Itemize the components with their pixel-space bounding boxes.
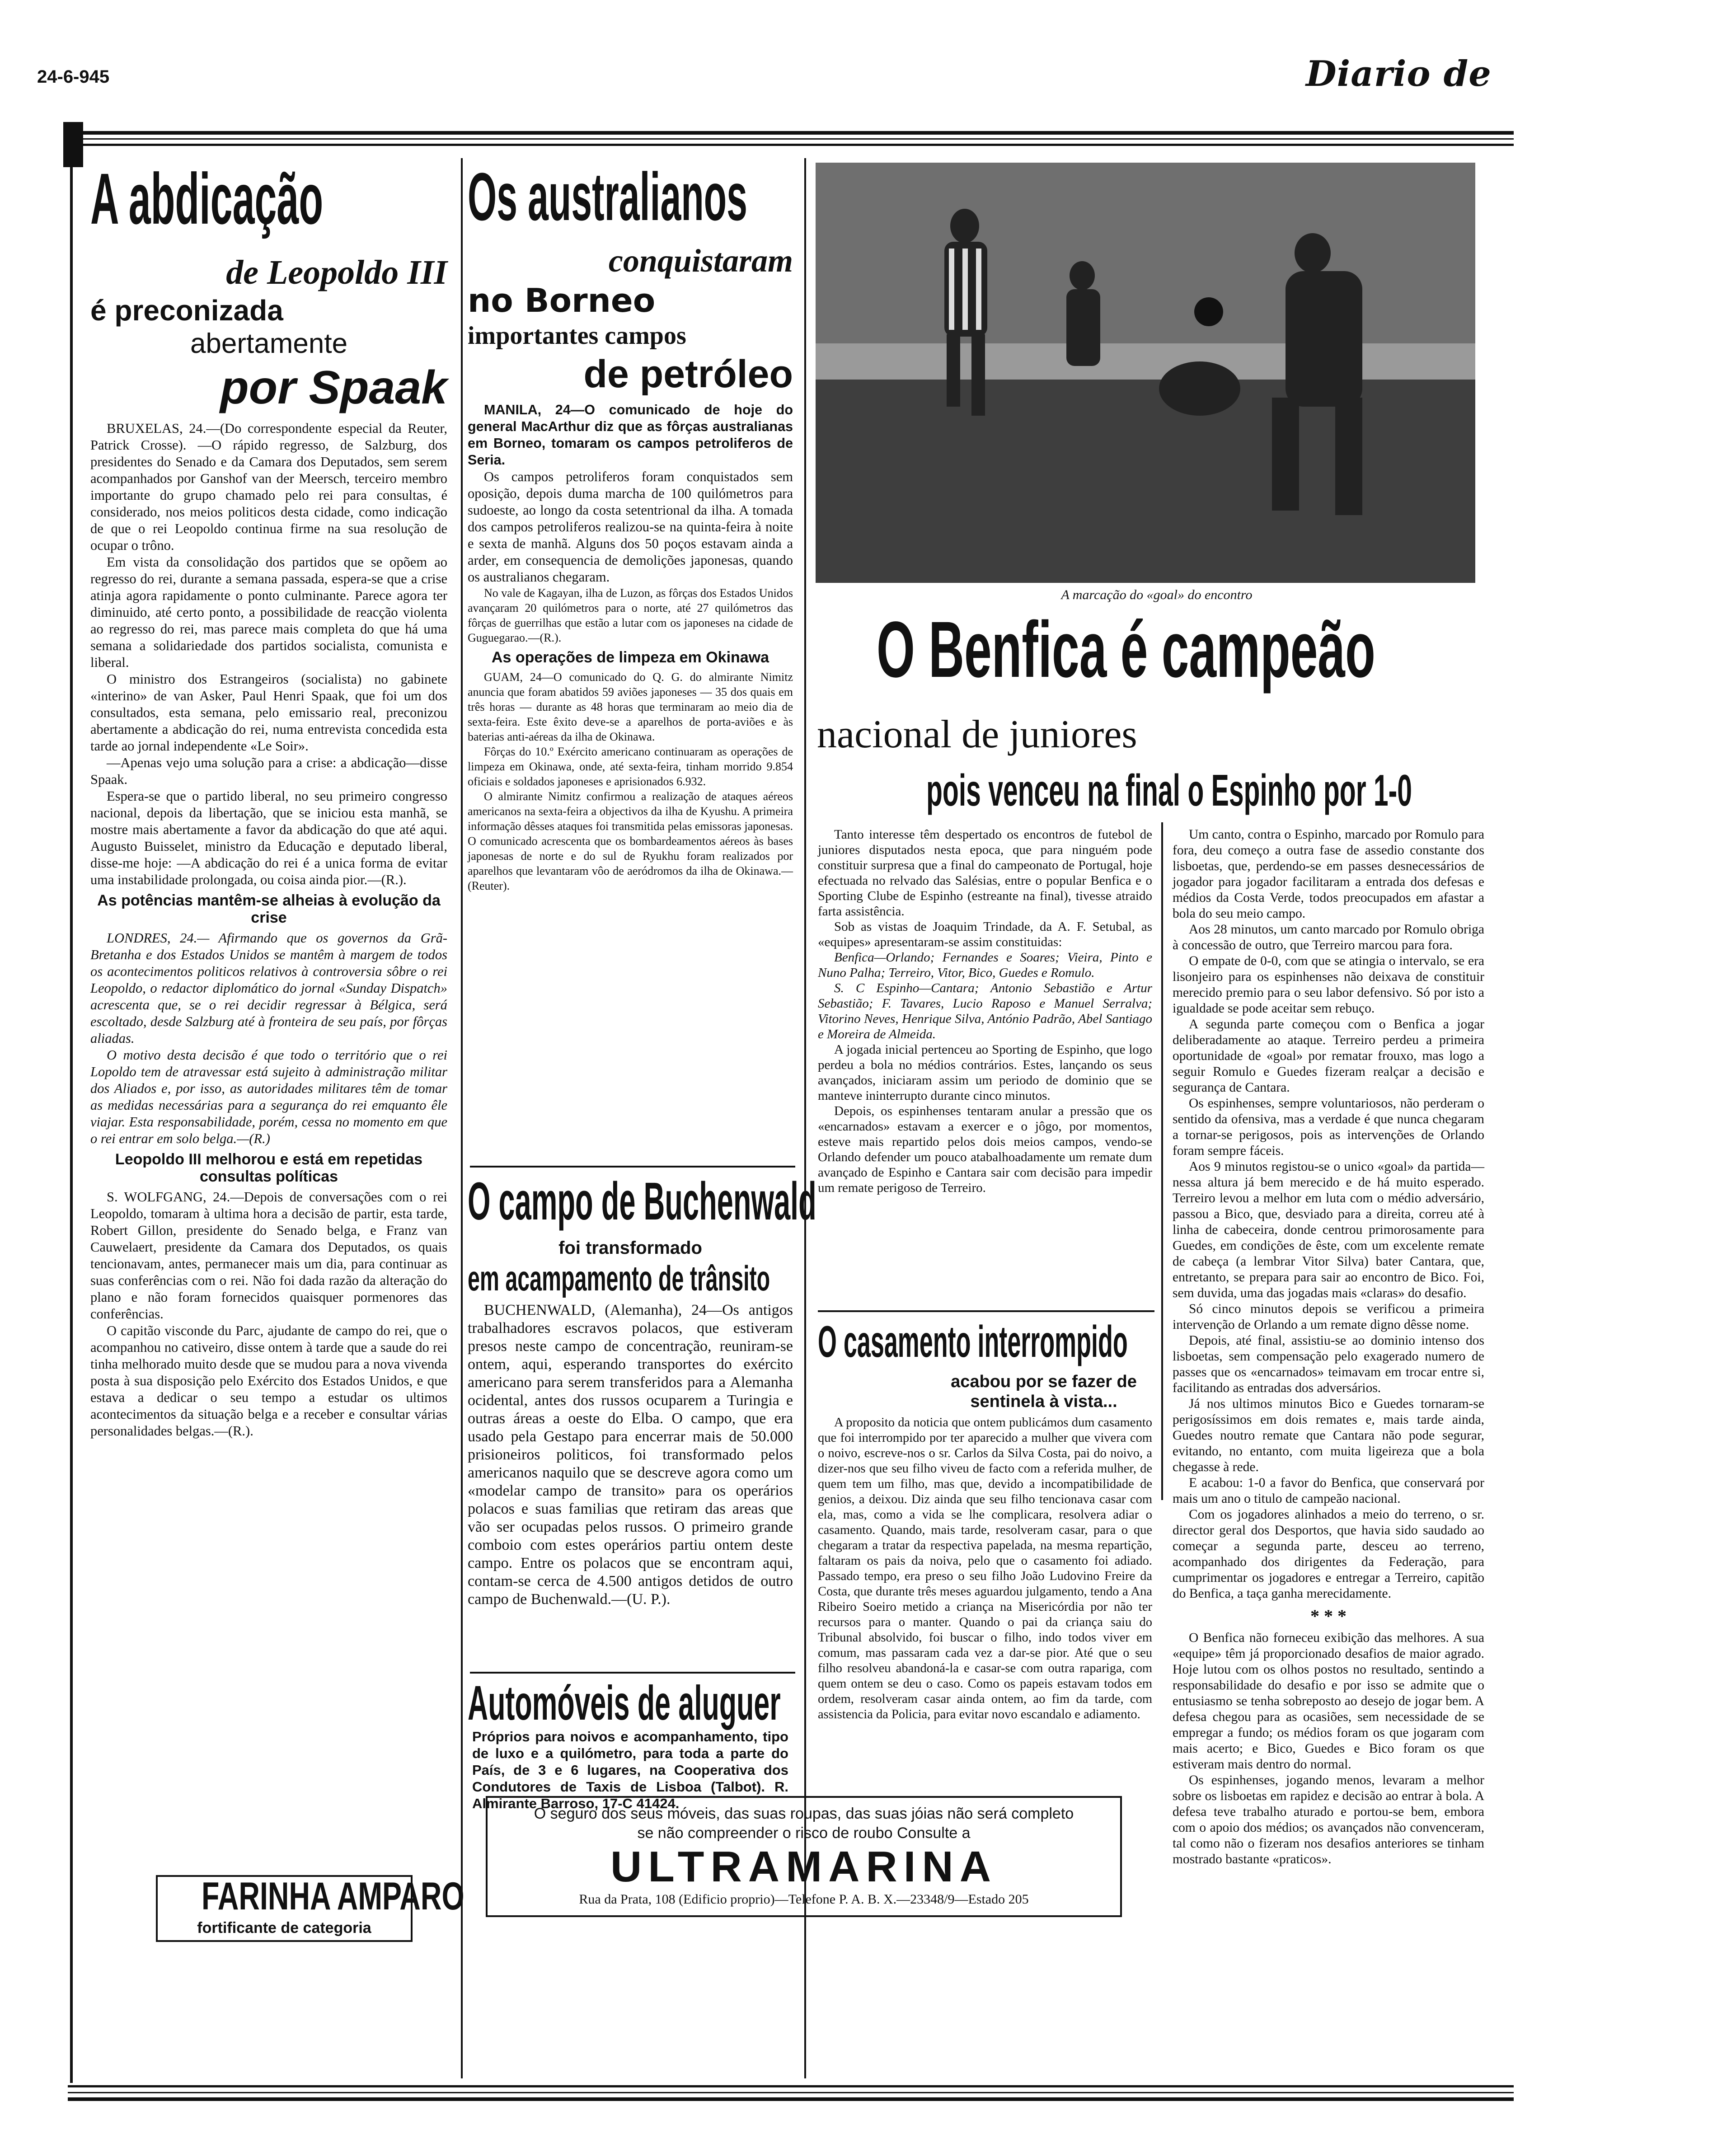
top-rule-thin bbox=[68, 138, 1514, 140]
benfica-headline-wrap bbox=[877, 605, 1478, 696]
benfica-subhead-2: pois venceu na final o Espinho por 1-0 bbox=[926, 765, 1412, 815]
section-heading: As operações de limpeza em Okinawa bbox=[491, 649, 769, 666]
paragraph: Aos 9 minutos registou-se o unico «goal» da partida—nessa altura já bem merecido e de há muito esperado. Terreiro levou a melhor em luta com o médio adversário, passou a Bico, que, desviado para a direita, correu até à linha de cabeceira, donde centrou primorosamente para Guedes, em condições de êste, com um excelente remate de cabeça (a lembrar Vitor Silva) bater Cantara, que, entretanto, se prepara para sair ao encontro de Bico. Foi, sem duvida, uma das jogadas mais «claras» do desafio. bbox=[1173, 1159, 1484, 1300]
leopold-subhead-2: é preconizada bbox=[90, 294, 283, 327]
casamento-subhead: acabou por se fazer de sentinela à vista... bbox=[951, 1372, 1137, 1411]
paragraph: Tanto interesse têm despertado os encontros de futebol de juniores disputados nesta epoca, que para ninguém pode constituir surpresa que a final do campeonato de Portugal, hoje efectuada no relvado das Salésias, entre o popular Benfica e o Sporting Clube de Espinho (estreante na final), tivesse atraido farta assistência. bbox=[818, 827, 1152, 919]
bottom-rule-heavy bbox=[68, 2097, 1514, 2101]
paragraph: A jogada inicial pertenceu ao Sporting de Espinho, que logo perdeu a bola no médios contrários. Estes, lançando os seus avançados, iniciaram assim um periodo de dominio que se manteve ininterrupto durante cinco minutos. bbox=[818, 1042, 1152, 1103]
benfica-article-col-a bbox=[818, 827, 1152, 1301]
paragraph: Aos 28 minutos, um canto marcado por Romulo obriga à concessão de outro, que Terreiro marcou para fora. bbox=[1173, 922, 1484, 952]
paragraph: E acabou: 1-0 a favor do Benfica, que conservará por mais um ano o titulo de campeão nacional. bbox=[1173, 1476, 1484, 1506]
automoveis-text: Próprios para noivos e acompanhamento, tipo de luxo e a quilómetro, para toda a parte do País, de 3 e 6 lugares, na Cooperativa dos Condutores de Taxis de Lisboa (Talbot). R. Almirante Barroso, 17-C 41424. bbox=[472, 1729, 788, 1811]
paragraph: Espera-se que o partido liberal, no seu primeiro congresso nacional, depois da libertação, que se iniciou esta manhã, se mostre mais abertamente a favor da abdicação do que até aqui. Augusto Buisselet, ministro da Educação e deputado liberal, disse-me hoje: —A abdicação do rei é a unica forma de evitar uma instabilidade prolongada, ou coisa ainda pior.—(R.). bbox=[90, 788, 447, 887]
section-heading: Leopoldo III melhorou e está em repetidas consultas políticas bbox=[115, 1151, 423, 1185]
corner-block bbox=[63, 122, 83, 167]
paragraph: No vale de Kagayan, ilha de Luzon, as fôrças dos Estados Unidos avançaram 20 quilómetros para o norte, até 27 quilómetros das fôrças de guerrilhas que estão a lutar com os japoneses na cidade de Guguegarao.—(R.). bbox=[468, 586, 793, 644]
paragraph: Um canto, contra o Espinho, marcado por Romulo para fora, deu começo a outra fase de assedio constante dos lisboetas, que, perdendo-se em passes desnecessários de jogador para jogador facilitaram a entrada dos defesas e médios da Costa Verde, todos preocupados em afastar a bola do seu meio campo. bbox=[1173, 827, 1484, 921]
football bbox=[1194, 297, 1223, 326]
leopold-subhead-1: de Leopoldo III bbox=[226, 253, 447, 291]
leopold-body bbox=[90, 420, 447, 1440]
paragraph: O almirante Nimitz confirmou a realização de ataques aéreos americanos na sexta-feira a objectivos da ilha de Kyushu. A primeira informação dêsses ataques foi transmitida pelas emissoras japonesas. O comunicado acrescenta que os bombardeamentos aéreos às bases japonesas de norte e do sul de Ryukhu foram realizados por aparelhos que levantaram vôo de aeródromos da ilha de Okinawa.—(Reuter). bbox=[468, 790, 793, 892]
paragraph: S. WOLFGANG, 24.—Depois de conversações com o rei Leopoldo, tomaram à ultima hora a decisão de partir, esta tarde, Robert Gillon, presidente do Senado belga, e Franz van Cauwelaert, presidente da Camara dos Deputados, os quais tencionavam, antes, permanecer mais um dia, para continuar as suas conferências com o rei. Não foi dada razão da alteração do plano e não foram fornecidos quaisquer pormenores das conferências. bbox=[90, 1189, 447, 1322]
paragraph: Os campos petroliferos foram conquistados sem oposição, depois duma marcha de 100 quilómetros para sudoeste, ao longo da costa setentrional da ilha. A tomada dos campos petroliferos realizou-se na quinta-feira à noite e sexta de manhã. Alguns dos 50 poços estavam ainda a arder, em consequencia de demolições japonesas, quando os australianos chegaram. bbox=[468, 469, 793, 585]
buchenwald-body bbox=[468, 1301, 793, 1608]
paragraph: Os espinhenses, sempre voluntariosos, não perderam o sentido da ofensiva, mas a verdade é que nunca chegaram a tornar-se perigosos, pois as intervenções de Orlando foram sempre fáceis. bbox=[1173, 1096, 1484, 1158]
column-divider-3 bbox=[1161, 822, 1163, 1500]
divider bbox=[470, 1672, 795, 1674]
player-stripes bbox=[949, 249, 981, 330]
australians-body bbox=[468, 402, 793, 893]
australians-subhead-3: importantes campos bbox=[468, 322, 686, 350]
top-rule bbox=[68, 131, 1514, 135]
paragraph: O empate de 0-0, com que se atingia o intervalo, se era lisonjeiro para os espinhenses não deixava de constituir merecido premio para o seu labor defensivo. Só por isto a igualdade se pode aceitar sem rebuço. bbox=[1173, 954, 1484, 1016]
paragraph: MANILA, 24—O comunicado de hoje do general MacArthur diz que as fôrças australianas em Borneo, tomaram os campos petroliferos de Seria. bbox=[468, 402, 793, 468]
farinha-name: FARINHA AMPARO bbox=[201, 1875, 464, 1918]
paragraph: O Benfica não forneceu exibição das melhores. A sua «equipe» têm já proporcionado desafios de maior agrado. Hoje lutou com os olhos postos no resultado, sentindo a responsabilidade do desafio e por isso se admite que o entusiasmo se tenha sobreposto ao desejo de jogar bem. A defesa chegou para as ocasiões, sem necessidade de se empregar a fundo; os médios foram os que jogaram com mais acerto; e Bico, Guedes e Bico foram os que estiveram mais dentro do normal. bbox=[1173, 1631, 1484, 1772]
paragraph: A segunda parte começou com o Benfica a jogar deliberadamente ao ataque. Terreiro perdeu a primeira oportunidade de «goal» por rematar frouxo, mas logo a seguir Romulo e Guedes fizeram realçar a decisão e segurança de Cantara. bbox=[1173, 1017, 1484, 1095]
column-divider-1 bbox=[461, 158, 463, 2078]
paragraph: GUAM, 24—O comunicado do Q. G. do almirante Nimitz anuncia que foram abatidos 59 aviões japoneses — 35 dos quais em três horas — durante as 48 horas que terminaram ao meio dia de sexta-feira. Este êxito deve-se a aparelhos de porta-aviões e às baterias anti-aéreas da ilha de Okinawa. bbox=[468, 671, 793, 743]
top-rule-bottom bbox=[68, 144, 1514, 146]
left-border bbox=[70, 163, 73, 2083]
ultramarina-address: Rua da Prata, 108 (Edificio proprio)—Telefone P. A. B. X.—23348/9—Estado 205 bbox=[579, 1892, 1029, 1907]
newspaper-title: Diario de bbox=[1306, 53, 1492, 94]
ultramarina-line-1: O seguro dos seus móveis, das suas roupas, das suas jóias não será completo bbox=[534, 1805, 1074, 1822]
paragraph: Em vista da consolidação dos partidos que se opõem ao regresso do rei, durante a semana passada, espera-se que a crise atinja agora rapidamente o ponto culminante. Parece agora ter diminuido, até certo ponto, a possibilidade de reacção violenta ao regresso do rei, mas parece mais completa do que há uma semana a solidariedade dos partidos socialista, comunista e liberal. bbox=[90, 554, 447, 670]
paragraph: BRUXELAS, 24.—(Do correspondente especial da Reuter, Patrick Crosse). —O rápido regresso, de Salzburg, dos presidentes do Senado e da Camara dos Deputados, sem serem acompanhados por Ganshof van der Meersch, terceiro membro importante do grupo chamado pelo rei para consultas, é considerado, nos meios politicos desta cidade, como indicação de que o rei Leopoldo continua firme na sua resolução de ocupar o trôno. bbox=[90, 421, 447, 553]
paragraph: Com os jogadores alinhados a meio do terreno, o sr. director geral dos Desportos, que havia sido saudado ao começar a segunda parte, desceu ao terreno, acompanhado dos dirigentes da Federação, para cumprimentar os jogadores e entregar a Terreiro, capitão do Benfica, a taça ganha merecidamente. bbox=[1173, 1507, 1484, 1601]
paragraph: O ministro dos Estrangeiros (socialista) no gabinete «interino» de van Asker, Paul Henri Spaak, que foi um dos consultados, esta semana, pelo emissario real, preconizou abertamente a abdicação do rei, numa entrevista concedida esta tarde ao jornal independente «Le Soir». bbox=[90, 671, 447, 754]
divider bbox=[818, 1310, 1154, 1312]
paragraph: Depois, os espinhenses tentaram anular a pressão que os «encarnados» estavam a exercer e o jôgo, por momentos, esteve mais repartido pelos dois meios campos, vendo-se Orlando defender um pouco atabalhoadamente um remate dum avançado de Espinho e Cantara sair com decisão para impedir um remate perigoso de Terreiro. bbox=[818, 1104, 1152, 1195]
paragraph: BUCHENWALD, (Alemanha), 24—Os antigos trabalhadores escravos polacos, que estiveram presos neste campo de concentração, reuniram-se ontem, aqui, esperando transportes do exército americano para serem transferidos para a Alemanha ocidental, antes dos russos ocuparem a Turingia e outras áreas a oeste do Elba. O campo, que era usado pela Gestapo para encerrar mais de 50.000 prisioneiros politicos, foi transformado pelos americanos naquilo que se descreve agora como um «modelar campo de transito» para os operários polacos e suas familias que retiram das areas que vão ser ocupadas pelos russos. O primeiro grande comboio com estes operários partiu ontem deste campo. Entre os polacos que se encontram aqui, contam-se cerca de 4.500 antigos detidos de outro campo de Buchenwald.—(U. P.). bbox=[468, 1302, 793, 1608]
buchenwald-subhead-2: em acampamento de trânsito bbox=[468, 1258, 770, 1298]
buchenwald-headline: O campo de Buchenwald bbox=[468, 1172, 816, 1231]
casamento-article bbox=[818, 1319, 1152, 1771]
photo-caption: A marcação do «goal» do encontro bbox=[1061, 587, 1253, 602]
paragraph: LONDRES, 24.— Afirmando que os governos da Grã-Bretanha e dos Estados Unidos se mantêm à margem de todos os acontecimentos politicos relativos à controversia sôbre o rei Leopoldo, o redactor diplomático do jornal «Sunday Dispatch» acrescenta que, se o rei decidir regressar à Bélgica, será escoltado, desde Salzburg até à fronteira de seu país, por fôrças aliadas. bbox=[90, 930, 447, 1046]
column-divider-2 bbox=[804, 158, 806, 2078]
buchenwald-article bbox=[468, 1172, 816, 1663]
football-photo-scene bbox=[816, 163, 1475, 583]
paragraph: Fôrças do 10.º Exército americano continuaram as operações de limpeza em Okinawa, onde, até sexta-feira, tinham morrido 9.854 oficiais e soldados japoneses e aprisionados 6.932. bbox=[468, 745, 793, 788]
buchenwald-subhead-1: foi transformado bbox=[558, 1238, 702, 1258]
casamento-headline: O casamento interrompido bbox=[818, 1317, 1128, 1366]
automoveis-headline: Automóveis de aluguer bbox=[468, 1675, 781, 1730]
australians-article bbox=[468, 159, 793, 1166]
farinha-tagline: fortificante de categoria bbox=[197, 1919, 371, 1937]
benfica-subhead-1: nacional de juniores bbox=[817, 713, 1137, 756]
benfica-subhead-2-wrap bbox=[926, 765, 1482, 815]
automoveis-ad bbox=[468, 1675, 793, 1814]
leopold-subhead-4: por Spaak bbox=[220, 361, 447, 414]
paragraph: O motivo desta decisão é que todo o território que o rei Lopoldo tem de atravessar está sujeito à administração militar dos Aliados e, por isso, as autoridades militares têm de tomar as medidas necessárias para a segurança do rei emquanto êle viajar. Esta responsabilidade, porém, cessa no momento em que o rei entrar em solo belga.—(R.) bbox=[90, 1047, 447, 1146]
australians-subhead-1: conquistaram bbox=[608, 243, 793, 279]
farinha-amparo-ad bbox=[156, 1875, 464, 1942]
paragraph: Só cinco minutos depois se verificou a primeira intervenção de Orlando a um remate digno dêsse nome. bbox=[1173, 1302, 1484, 1332]
benfica-headline: O Benfica é campeão bbox=[877, 605, 1375, 694]
paragraph: Sob as vistas de Joaquim Trindade, da A. F. Setubal, as «equipes» apresentaram-se assim constituidas: bbox=[818, 919, 1152, 949]
bottom-rule bbox=[68, 2085, 1514, 2087]
leopold-article bbox=[90, 158, 447, 1862]
paragraph: Já nos ultimos minutos Bico e Guedes tornaram-se perigosíssimos em dois remates e, mais tarde ainda, Guedes noutro remate que Cantara não pode segurar, evitando, no entanto, com muita ligeireza que a bola chegasse à rede. bbox=[1173, 1397, 1484, 1474]
section-heading: As potências mantêm-se alheias à evolução da crise bbox=[97, 892, 441, 926]
page-date: 24-6-945 bbox=[37, 67, 110, 87]
leopold-headline: A abdicação bbox=[90, 158, 324, 239]
lineup-benfica: Benfica—Orlando; Fernandes e Soares; Vieira, Pinto e Nuno Palha; Terreiro, Vitor, Bico, Guedes e Romulo. bbox=[818, 950, 1152, 980]
paragraph: A proposito da noticia que ontem publicámos dum casamento que foi interrompido por ter aparecido a mulher que vivera com o noivo, escreve-nos o sr. Carlos da Silva Costa, pai do noivo, a dizer-nos que seu filho viveu de facto com a referida mulher, de quem tem um filho, mas que, devido a incompatibilidade de genios, a deixou. Diz ainda que seu filho tencionava casar com ela, mas, como a vida se lhe complicara, resolvera adiar o casamento. Quando, mais tarde, resolveram casar, para o que chegaram a tratar da respectiva papelada, na mesma repartição, faltaram os pais da noiva, pelo que o casamento foi adiado. Passado tempo, era preso o seu filho João Ludovino Freire da Costa, que durante três meses aguardou julgamento, tendo a Ana Ribeiro Soeiro metido a criança na Misericórdia por não ter recursos para o manter. Quando o pai da criança saiu do Tribunal absolvido, foi buscar o filho, indo todos viver em comum, mas passaram cada vez a dar-se pior. Até que o seu filho resolveu abandoná-la e casar-se com outra rapariga, com quem ontem se deu o caso. Como os papeis estavam todos em ordem, resolveram casar ainda ontem, ao fim da tarde, com assistencia da Policia, para evitar novo escandalo e adiamento. bbox=[818, 1416, 1152, 1721]
benfica-article-col-b bbox=[1173, 827, 1484, 2083]
australians-subhead-2: no Borneo bbox=[468, 281, 656, 319]
football-photo bbox=[816, 163, 1475, 583]
ultramarina-line-2: se não compreender o risco de roubo Consulte a bbox=[637, 1824, 971, 1842]
divider bbox=[470, 1166, 795, 1168]
paragraph: O capitão visconde du Parc, ajudante de campo do rei, que o acompanhou no cativeiro, disse ontem à tarde que a saude do rei tinha melhorado muito desde que se mudou para a nova vivenda posta à sua disposição pelo Exército dos Estados Unidos, e que estava a dedicar o seu tempo a estudar os ultimos acontecimentos da situação belga e a receber e consultar várias personalidades belgas.—(R.). bbox=[90, 1323, 447, 1439]
ultramarina-ad bbox=[486, 1796, 1122, 1917]
paragraph: Os espinhenses, jogando menos, levaram a melhor sobre os lisboetas em rapidez e decisão ao entrar à bola. A defesa teve trabalho aturado e portou-se bem, embora com o apoio dos médios; os avançados não convenceram, tal como não o fizeram nos desafios anteriores se tinham mostrado bastante «praticos». bbox=[1173, 1773, 1484, 1866]
section-separator: * * * bbox=[1310, 1606, 1347, 1626]
lineup-espinho: S. C Espinho—Cantara; Antonio Sebastião e Artur Sebastião; F. Tavares, Lucio Raposo e Manuel Serralva; Vitorino Neves, Henrique Silva, António Padrão, Abel Santiago e Moreira de Almeida. bbox=[818, 981, 1152, 1041]
paragraph: Depois, até final, assistiu-se ao dominio intenso dos lisboetas, sem compensação pelo exagerado numero de passes que os «encarnados» teimavam em trocar entre si, facilitando as entradas dos adversários. bbox=[1173, 1333, 1484, 1395]
bottom-rule-thin bbox=[68, 2092, 1514, 2093]
australians-subhead-4: de petróleo bbox=[583, 352, 793, 396]
leopold-subhead-3: abertamente bbox=[190, 328, 348, 359]
paragraph: —Apenas vejo uma solução para a crise: a abdicação—disse Spaak. bbox=[90, 755, 447, 787]
ultramarina-name: ULTRAMARINA bbox=[610, 1843, 998, 1891]
australians-headline: Os australianos bbox=[468, 159, 747, 234]
